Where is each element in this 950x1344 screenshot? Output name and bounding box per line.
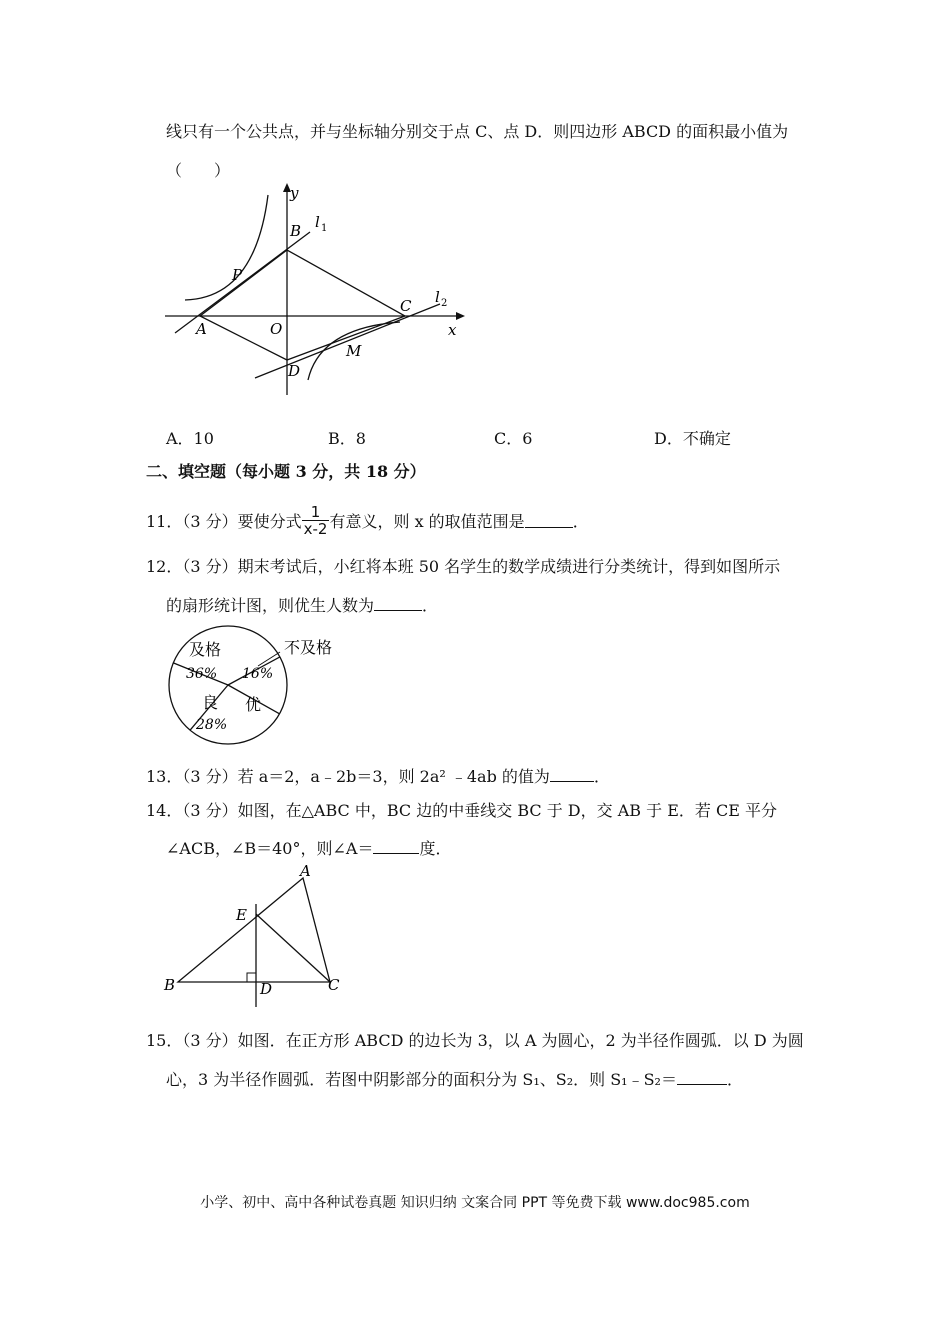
pie-label-fail: 不及格	[284, 638, 333, 657]
point-p-label: P	[232, 266, 243, 284]
pie-pct-good: 28%	[196, 717, 228, 733]
q13-answer-blank	[550, 767, 594, 782]
point-d-label: D	[288, 362, 301, 380]
choice-c: C．6	[494, 429, 533, 448]
line-l2-label: l	[435, 288, 440, 306]
line-l1-label: l	[315, 213, 320, 231]
y-axis-label: y	[290, 184, 299, 202]
q12-answer-blank	[374, 596, 422, 611]
point-c-label: C	[400, 297, 412, 315]
tri-point-e: E	[236, 906, 247, 924]
q11-answer-blank	[525, 513, 573, 528]
svg-text:2: 2	[441, 298, 448, 309]
q12-line2: 的扇形统计图，则优生人数为 ．	[166, 596, 439, 615]
choice-b: B．8	[328, 429, 366, 448]
tri-point-a: A	[300, 862, 311, 880]
pie-label-excellent: 优	[245, 695, 262, 714]
q14-line2: ∠ACB，∠B＝40°，则∠A＝ 度．	[166, 839, 452, 858]
point-a-label: A	[196, 320, 207, 338]
q15-answer-blank	[677, 1070, 727, 1085]
pie-pct-fail: 16%	[242, 666, 274, 682]
choice-a: A．10	[166, 429, 214, 448]
q10-coordinate-figure	[160, 180, 480, 400]
q14-triangle-figure	[160, 862, 360, 1007]
page-footer: 小学、初中、高中各种试卷真题 知识归纳 文案合同 PPT 等免费下载 www.doc985.com	[200, 1195, 750, 1211]
tri-point-b: B	[164, 976, 176, 994]
choice-d: D．不确定	[654, 429, 731, 448]
q15-line2: 心，3 为半径作圆弧．若图中阴影部分的面积分为 S₁、S₂．则 S₁﹣S₂＝ ．	[166, 1070, 743, 1089]
pie-label-pass: 及格	[189, 640, 222, 659]
q11-fraction: $\frac{1}{x-2}$	[303, 502, 328, 538]
q13: 13．（3 分）若 a＝2，a﹣2b＝3，则 2a² ﹣4ab 的值为 ．	[146, 767, 610, 786]
section-heading: 二、填空题（每小题 3 分，共 18 分）	[146, 462, 426, 481]
q11: 11．（3 分）要使分式 $\frac{1}{x-2}$ 有意义，则 x 的取值范围是 ．	[146, 502, 589, 538]
pie-label-good: 良	[202, 693, 219, 712]
q10-text-line: 线只有一个公共点，并与坐标轴分别交于点 C、点 D．则四边形 ABCD 的面积最小值为	[166, 122, 789, 141]
point-b-label: B	[290, 222, 302, 240]
q14-answer-blank	[373, 839, 419, 854]
q12-line1: 12．（3 分）期末考试后，小红将本班 50 名学生的数学成绩进行分类统计，得到如图所示	[146, 557, 781, 576]
x-axis-label: x	[448, 321, 457, 339]
q15-line1: 15．（3 分）如图．在正方形 ABCD 的边长为 3，以 A 为圆心，2 为半径作圆弧．以 D 为圆	[146, 1031, 804, 1050]
q10-answer-paren: （ ）	[166, 161, 231, 180]
q12-pie-chart	[160, 628, 360, 748]
origin-label: O	[270, 320, 283, 338]
tri-point-d: D	[260, 980, 273, 998]
svg-text:1: 1	[321, 223, 328, 234]
q14-line1: 14．（3 分）如图，在△ABC 中，BC 边的中垂线交 BC 于 D，交 AB 于 E．若 CE 平分	[146, 801, 777, 820]
pie-pct-pass: 36%	[186, 666, 218, 682]
tri-point-c: C	[328, 976, 340, 994]
point-m-label: M	[346, 342, 362, 360]
